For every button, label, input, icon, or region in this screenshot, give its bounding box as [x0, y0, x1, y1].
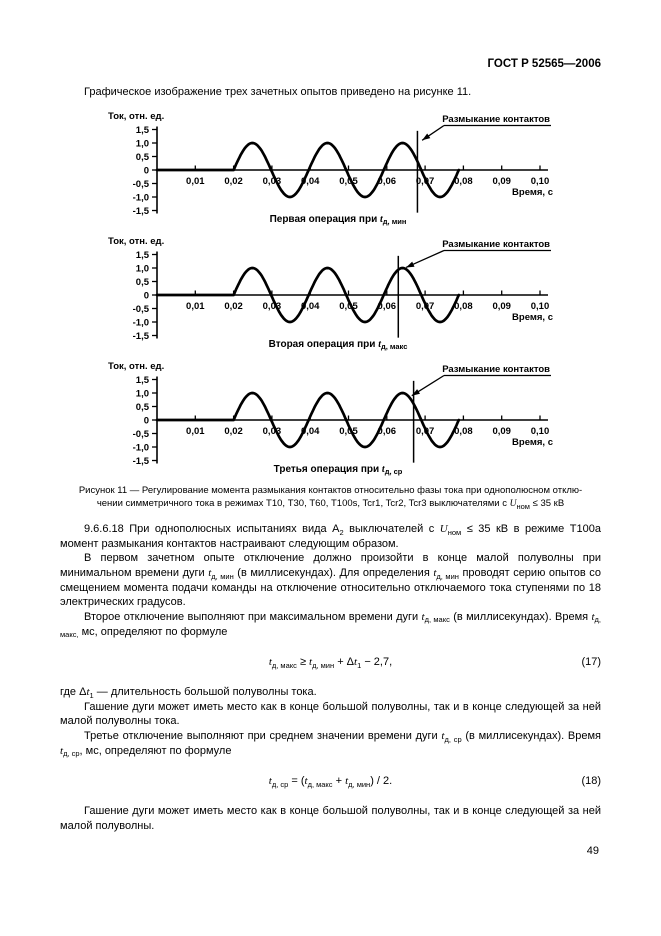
formula-body — [269, 656, 392, 668]
x-tick-label: 0,04 — [300, 300, 320, 312]
y-tick-label: 1,5 — [135, 124, 149, 136]
y-tick-label: -1,0 — [132, 192, 149, 204]
text-run: В первом зачетном опыте отключение должно произойти в конце малой полуволны при минимальном времени дуги — [60, 552, 601, 580]
contact-opening-label: Размыкание контактов — [442, 238, 550, 250]
variable-symbol: t — [208, 567, 212, 580]
contact-opening-label: Размыкание контактов — [442, 363, 550, 375]
text-run: Графическое изображение трех зачетных опытов приведено на рисунке 11. — [84, 86, 472, 98]
subscript: 2 — [339, 527, 344, 537]
text-run: — длительность большой полуволны тока. — [93, 686, 317, 699]
x-tick-label: 0,04 — [300, 425, 320, 437]
clause-9-6-6-18 — [60, 522, 601, 551]
text-run: − 2,7, — [361, 656, 393, 669]
standard-header: ГОСТ Р 52565—2006 — [487, 58, 601, 70]
x-axis-title: Время, с — [512, 436, 553, 448]
y-tick-label: 1,0 — [135, 138, 149, 150]
text-run: Третья операция при — [273, 463, 382, 475]
variable-symbol: t — [268, 656, 272, 669]
text-run: Гашение дуги может иметь место как в конце большой полуволны, так и в конце следующей за ней малой полуволны. — [60, 805, 601, 832]
subscript: д, макс — [424, 615, 450, 625]
variable-symbol: t — [441, 730, 445, 743]
x-tick-label: 0,05 — [339, 300, 358, 312]
y-tick-label: -0,5 — [132, 428, 149, 440]
y-tick-label: 0,5 — [135, 276, 149, 288]
chart-caption — [100, 464, 576, 475]
text-run: (в миллисекундах). Для определения — [233, 567, 434, 580]
x-tick-label: 0,08 — [454, 425, 473, 437]
text-run: где Δ — [60, 686, 87, 699]
text-run: ≤ 35 кВ в режиме Т100а момент размыкания контактов настраивают следующим образом. — [60, 523, 601, 550]
subscript: 1 — [357, 660, 362, 670]
y-tick-label: 1,0 — [135, 263, 149, 275]
text-run: + — [332, 775, 346, 788]
y-axis-title: Ток, отн. ед. — [108, 360, 165, 372]
x-tick-label: 0,03 — [262, 300, 282, 312]
text-run: Рисунок 11 — Регулирование момента размыкания контактов относительно фазы тока при однополюсном отклю- — [78, 484, 583, 496]
first-test-paragraph — [60, 551, 601, 610]
text-run: чении симметричного тока в режимах Т10, Т30, Т60, Т100s, Tcr1, Tcr2, Tcr3 выключателями с — [96, 498, 510, 510]
text-run: (в миллисекундах). Время — [461, 730, 602, 743]
variable-symbol: t — [354, 656, 358, 669]
y-tick-label: 1,5 — [135, 374, 149, 386]
figure-11-caption — [60, 484, 601, 513]
text-run: Второе отключение выполняют при максимальном времени дуги — [84, 610, 422, 623]
y-tick-label: 1,5 — [135, 249, 149, 261]
text-run: 9.6.6.18 При однополюсных испытаниях вида А — [84, 523, 340, 536]
text-run: мс, определяют по формуле — [78, 625, 228, 638]
y-axis-title: Ток, отн. ед. — [108, 110, 165, 122]
subscript: ном — [447, 527, 462, 537]
text-run: Вторая операция при — [268, 338, 379, 350]
variable-symbol: t — [381, 463, 385, 475]
arrow-head-icon — [406, 261, 414, 267]
subscript: д, макс, — [60, 615, 601, 640]
variable-symbol: U — [509, 499, 517, 510]
x-tick-label: 0,09 — [492, 300, 511, 312]
chart-block-3 — [100, 358, 601, 475]
text-run: (в миллисекундах). Время — [449, 610, 592, 623]
subscript: д, макс — [381, 342, 408, 352]
x-tick-label: 0,08 — [454, 300, 473, 312]
waveform-chart-3 — [100, 358, 576, 468]
x-tick-label: 0,06 — [377, 300, 397, 312]
second-test-paragraph — [60, 610, 601, 639]
x-tick-label: 0,01 — [186, 300, 205, 312]
arrow-head-icon — [422, 133, 430, 140]
subscript: д, ср — [384, 467, 403, 477]
y-tick-label: 0 — [143, 415, 149, 427]
x-tick-label: 0,09 — [492, 425, 511, 437]
subscript: 1 — [89, 690, 94, 700]
arc-quench-paragraph-1 — [60, 700, 601, 729]
subscript: д, мин — [312, 660, 335, 670]
variable-symbol: t — [309, 656, 313, 669]
third-test-paragraph — [60, 729, 601, 758]
variable-symbol: t — [268, 775, 272, 788]
y-tick-label: 0,5 — [135, 151, 149, 163]
x-tick-label: 0,01 — [186, 425, 205, 437]
variable-symbol: t — [86, 686, 90, 699]
x-tick-label: 0,02 — [224, 175, 243, 187]
subscript: д, мин — [436, 571, 459, 581]
x-tick-label: 0,10 — [530, 425, 550, 437]
y-tick-label: -1,5 — [132, 455, 149, 467]
subscript: д, ср — [271, 779, 289, 789]
variable-symbol: t — [304, 775, 308, 788]
x-tick-label: 0,02 — [224, 300, 243, 312]
formula-body — [269, 775, 392, 787]
x-tick-label: 0,10 — [530, 175, 550, 187]
y-tick-label: -0,5 — [132, 303, 149, 315]
y-axis-title: Ток, отн. ед. — [108, 235, 165, 247]
text-run: Третье отключение выполняют при среднем значении времени дуги — [84, 730, 442, 743]
document-body — [60, 85, 601, 834]
variable-symbol: t — [433, 567, 437, 580]
arc-quench-paragraph-2 — [60, 804, 601, 833]
x-tick-label: 0,07 — [415, 175, 435, 187]
chart-caption — [100, 339, 576, 350]
chart-caption — [100, 214, 576, 225]
chart-block-2 — [100, 233, 601, 350]
y-tick-label: -1,0 — [132, 442, 149, 454]
text-run: ) / 2. — [370, 775, 393, 788]
x-tick-label: 0,03 — [262, 425, 282, 437]
y-tick-label: 0 — [143, 165, 149, 177]
x-tick-label: 0,10 — [530, 300, 550, 312]
y-tick-label: 0,5 — [135, 401, 149, 413]
x-tick-label: 0,02 — [224, 425, 243, 437]
contact-opening-label: Размыкание контактов — [442, 113, 550, 125]
intro-paragraph — [60, 85, 601, 100]
x-axis-title: Время, с — [512, 186, 553, 198]
x-axis-title: Время, с — [512, 311, 553, 323]
y-tick-label: -0,5 — [132, 178, 149, 190]
chart-block-1 — [100, 108, 601, 225]
subscript: д, ср — [444, 734, 462, 744]
x-tick-label: 0,07 — [415, 425, 435, 437]
text-run: = ( — [288, 775, 305, 788]
y-tick-label: 0 — [143, 290, 149, 302]
text-run: Первая операция при — [269, 213, 380, 225]
x-tick-label: 0,05 — [339, 175, 358, 187]
waveform-chart-1 — [100, 108, 576, 218]
subscript: д, макс — [307, 779, 333, 789]
variable-symbol: U — [439, 523, 448, 536]
where-paragraph — [60, 685, 601, 700]
subscript: д, макс — [271, 660, 297, 670]
text-run: + Δ — [334, 656, 355, 669]
x-tick-label: 0,03 — [262, 175, 282, 187]
variable-symbol: t — [60, 744, 64, 757]
text-run: выключателей с — [343, 523, 440, 536]
x-tick-label: 0,06 — [377, 425, 397, 437]
subscript: д, мин — [211, 571, 234, 581]
formula-17 — [60, 656, 601, 668]
variable-symbol: t — [591, 610, 595, 623]
variable-symbol: t — [380, 213, 383, 225]
x-tick-label: 0,05 — [339, 425, 358, 437]
formula-number: (18) — [581, 775, 601, 788]
text-run: ≥ — [296, 656, 310, 669]
text-run: ≤ 35 кВ — [529, 498, 565, 510]
y-tick-label: -1,5 — [132, 205, 149, 217]
x-tick-label: 0,01 — [186, 175, 205, 187]
variable-symbol: t — [378, 338, 381, 350]
x-tick-label: 0,04 — [300, 175, 320, 187]
y-tick-label: -1,5 — [132, 330, 149, 342]
variable-symbol: t — [421, 610, 425, 623]
formula-number: (17) — [581, 656, 601, 669]
subscript: ном — [516, 501, 530, 511]
y-tick-label: 1,0 — [135, 388, 149, 400]
waveform-chart-2 — [100, 233, 576, 343]
variable-symbol: t — [345, 775, 349, 788]
text-run: проводят серию опытов со смещением момента подачи команды на отключение относительно отключаемого тока ступенями по 18 электрических градусов. — [60, 567, 601, 609]
formula-18 — [60, 775, 601, 787]
subscript: д, мин — [382, 217, 407, 227]
text-run: Гашение дуги может иметь место как в конце большой полуволны, так и в конце следующей за ней малой полуволны тока. — [60, 700, 601, 728]
x-tick-label: 0,09 — [492, 175, 511, 187]
subscript: д, мин — [348, 779, 371, 789]
x-tick-label: 0,08 — [454, 175, 473, 187]
page-number: 49 — [586, 845, 599, 857]
x-tick-label: 0,06 — [377, 175, 397, 187]
x-tick-label: 0,07 — [415, 300, 435, 312]
subscript: д, ср — [63, 749, 80, 759]
text-run: , мс, определяют по формуле — [79, 744, 232, 757]
y-tick-label: -1,0 — [132, 317, 149, 329]
